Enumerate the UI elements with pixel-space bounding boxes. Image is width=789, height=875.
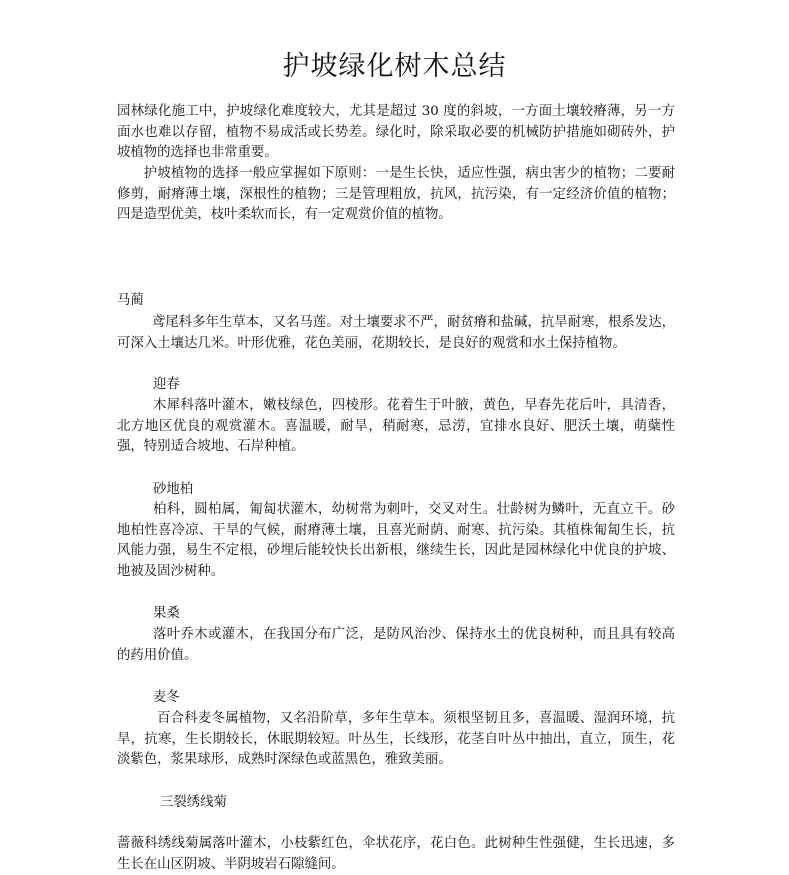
intro-paragraph-2: 护坡植物的选择一般应掌握如下原则：一是生长快，适应性强，病虫害少的植物；二要耐修剪，耐瘠薄土壤，深根性的植物；三是管理粗放，抗风，抗污染，有一定经济价值的植物；四是造型优美，枝叶柔软而长，有一定观赏价值的植物。 xyxy=(117,166,675,222)
plant-heading-sanlie: 三裂绣线菊 xyxy=(160,795,227,810)
page-title: 护坡绿化树木总结 xyxy=(282,51,507,82)
plant-desc-shadibai: 柏科，圆柏属，匍匐状灌木，幼树常为刺叶，交叉对生。壮龄树为鳞叶，无直立干。砂地柏性喜冷凉、干旱的气候，耐瘠薄土壤，且喜光耐荫、耐寒、抗污染。其植株匍匐生长，抗风能力强，易生不定根，砂埋后能较快长出新根，继续生长，因此是园林绿化中优良的护坡、地被及固沙树种。 xyxy=(117,502,675,579)
plant-heading-guosang: 果桑 xyxy=(153,606,180,621)
plant-heading-malan: 马蔺 xyxy=(117,293,144,308)
plant-heading-maidong: 麦冬 xyxy=(153,690,180,705)
intro-paragraph-1: 园林绿化施工中，护坡绿化难度较大，尤其是超过 30 度的斜坡，一方面土壤较瘠薄，另一方面水也难以存留，植物不易成活或长势差。绿化时，除采取必要的机械防护措施如砌砖外，护坡植物的选择也非常重要。 xyxy=(117,104,675,160)
plant-desc-malan: 鸢尾科多年生草本，又名马莲。对土壤要求不严，耐贫瘠和盐碱，抗旱耐寒，根系发达，可深入土壤达几米。叶形优雅，花色美丽，花期较长，是良好的观赏和水土保持植物。 xyxy=(117,315,675,351)
plant-heading-yingchun: 迎春 xyxy=(153,377,180,392)
plant-desc-sanlie: 蔷薇科绣线菊属落叶灌木，小枝紫红色，伞状花序，花白色。此树种生性强健，生长迅速，多生长在山区阴坡、半阴坡岩石隙缝间。 xyxy=(117,836,675,872)
plant-desc-guosang: 落叶乔木或灌木，在我国分布广泛，是防风治沙、保持水土的优良树种，而且具有较高的药用价值。 xyxy=(117,627,675,663)
plant-heading-shadibai: 砂地柏 xyxy=(153,482,194,497)
plant-desc-yingchun: 木犀科落叶灌木，嫩枝绿色，四棱形。花着生于叶腋，黄色，早春先花后叶，具清香，北方地区优良的观赏灌木。喜温暖，耐旱，稍耐寒，忌涝，宜排水良好、肥沃土壤，萌蘖性强，特别适合坡地、石岸种植。 xyxy=(117,398,675,454)
plant-desc-maidong: 百合科麦冬属植物，又名沿阶草，多年生草本。须根坚韧且多，喜温暖、湿润环境，抗旱，抗寒，生长期较长，休眠期较短。叶丛生，长线形，花茎自叶丛中抽出，直立，顶生，花淡紫色，浆果球形，成熟时深绿色或蓝黑色，雅致美丽。 xyxy=(117,711,675,767)
